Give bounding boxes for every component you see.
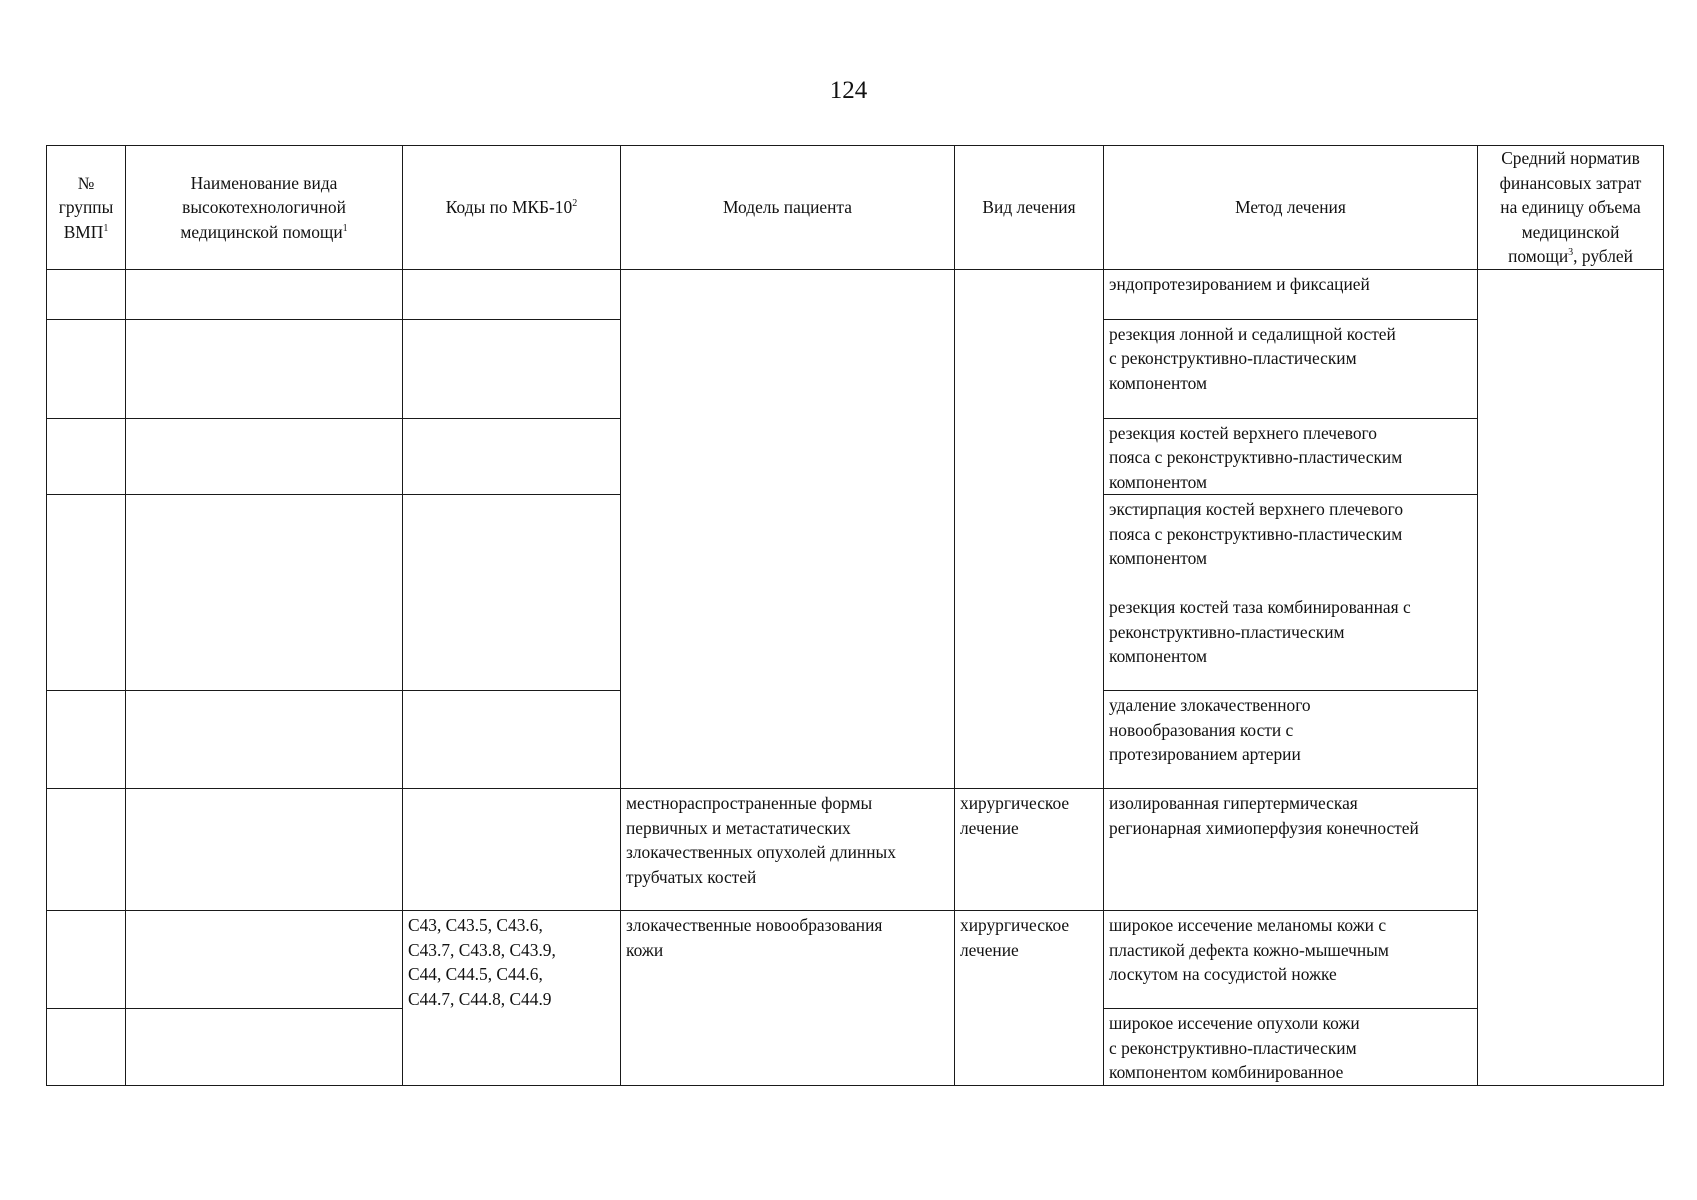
cell-patient-model: злокачественные новообразования кожи: [621, 911, 955, 1086]
cell-group-no: [47, 911, 126, 1009]
cell-name: [126, 911, 403, 1009]
cell-method: широкое иссечение меланомы кожи с пластикой дефекта кожно-мышечным лоскутом на сосудистой ножке: [1104, 911, 1478, 1009]
header-codes: Коды по МКБ-$10^2$: [403, 146, 621, 270]
cell-patient-model: [621, 269, 955, 789]
cell-patient-model: местнораспространенные формы первичных и метастатических злокачественных опухолей длинных трубчатых костей: [621, 789, 955, 911]
cell-cost: [1478, 269, 1664, 1085]
header-name: Наименование вида высокотехнологичной медицинской помощи$^1$: [126, 146, 403, 270]
cell-method: резекция костей верхнего плечевого пояса с реконструктивно-пластическим компонентом: [1104, 418, 1478, 495]
cell-name: [126, 1009, 403, 1086]
cell-name: [126, 789, 403, 911]
vmp-table: [46, 145, 1664, 1086]
table-row: [47, 269, 1664, 319]
cell-method: изолированная гипертермическая регионарная химиоперфузия конечностей: [1104, 789, 1478, 911]
table-row: [47, 789, 1664, 911]
cell-group-no: [47, 269, 126, 319]
cell-name: [126, 691, 403, 789]
cell-method: экстирпация костей верхнего плечевого пояса с реконструктивно-пластическим компонентом резекция костей таза комбинированная с реконструктивно-пластическим компонентом: [1104, 495, 1478, 691]
cell-codes: [403, 495, 621, 691]
cell-group-no: [47, 1009, 126, 1086]
cell-group-no: [47, 691, 126, 789]
cell-method: широкое иссечение опухоли кожи с реконструктивно-пластическим компонентом комбинированное: [1104, 1009, 1478, 1086]
cell-name: [126, 319, 403, 418]
cell-codes: C43, C43.5, C43.6, C43.7, C43.8, C43.9, C44, C44.5, C44.6, C44.7, C44.8, C44.9: [403, 911, 621, 1086]
cell-group-no: [47, 418, 126, 495]
table-row: [47, 911, 1664, 1009]
header-patient-model: Модель пациента: [621, 146, 955, 270]
page-number: 124: [829, 77, 868, 104]
header-group-no: № группы ВМП$^1$: [47, 146, 126, 270]
header-treatment-method: Метод лечения: [1104, 146, 1478, 270]
header-cost: Средний норматив финансовых затрат на единицу объема медицинской помощи$^3$, рублей: [1478, 146, 1664, 270]
header-treatment-type: Вид лечения: [955, 146, 1104, 270]
cell-method: удаление злокачественного новообразования кости с протезированием артерии: [1104, 691, 1478, 789]
cell-codes: [403, 319, 621, 418]
cell-name: [126, 269, 403, 319]
cell-codes: [403, 691, 621, 789]
cell-treatment-type: хирургическое лечение: [955, 789, 1104, 911]
cell-codes: [403, 269, 621, 319]
header-row: [47, 146, 1664, 270]
cell-treatment-type: [955, 269, 1104, 789]
cell-group-no: [47, 319, 126, 418]
cell-name: [126, 418, 403, 495]
cell-group-no: [47, 495, 126, 691]
cell-group-no: [47, 789, 126, 911]
cell-method: эндопротезированием и фиксацией: [1104, 269, 1478, 319]
cell-codes: [403, 418, 621, 495]
cell-treatment-type: хирургическое лечение: [955, 911, 1104, 1086]
cell-codes: [403, 789, 621, 911]
cell-name: [126, 495, 403, 691]
cell-method: резекция лонной и седалищной костей с реконструктивно-пластическим компонентом: [1104, 319, 1478, 418]
